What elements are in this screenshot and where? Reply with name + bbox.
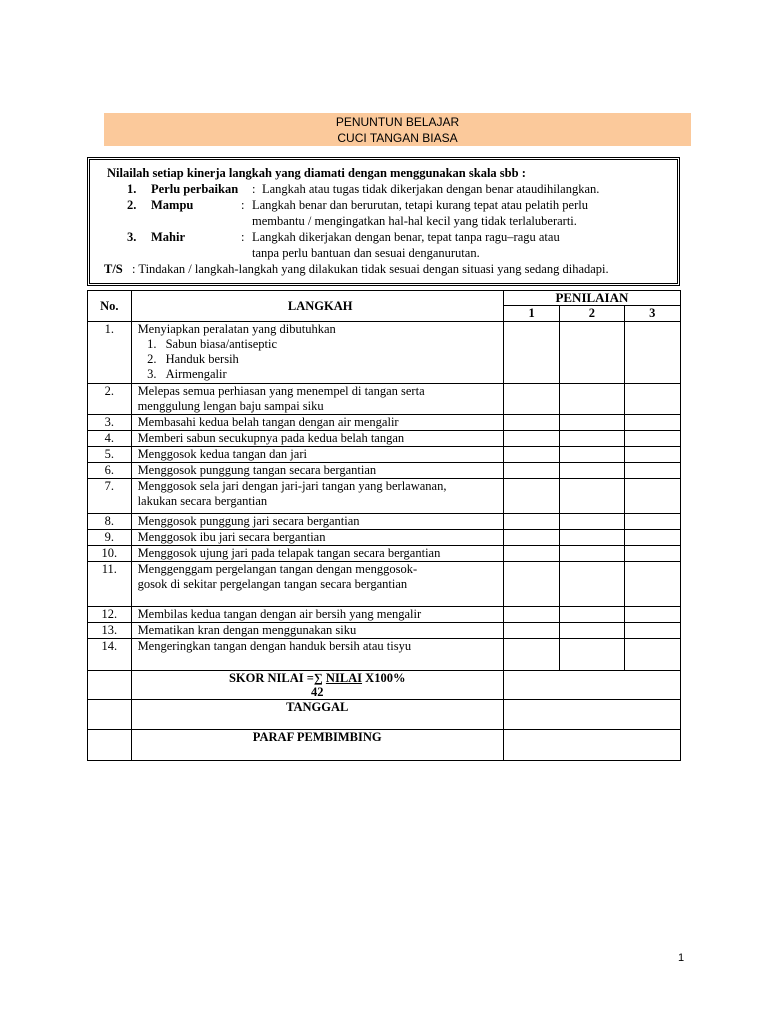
empty-cell	[88, 700, 132, 730]
scale-item-2-sep: :	[241, 198, 245, 212]
table-row	[88, 415, 681, 431]
score-col-2: 2	[560, 306, 624, 322]
score-cell[interactable]	[560, 431, 624, 447]
row-step: Menggosok kedua tangan dan jari	[131, 447, 503, 463]
score-cell[interactable]	[503, 530, 559, 546]
score-cell[interactable]	[503, 463, 559, 479]
row-step: Membasahi kedua belah tangan dengan air mengalir	[131, 415, 503, 431]
score-col-1: 1	[503, 306, 559, 322]
row-number: 2.	[88, 384, 132, 415]
score-cell[interactable]	[560, 415, 624, 431]
scale-item-1-sep: :	[252, 182, 256, 196]
tanggal-label: TANGGAL	[131, 700, 503, 730]
score-cell[interactable]	[624, 447, 680, 463]
score-cell[interactable]	[503, 639, 559, 671]
score-cell[interactable]	[624, 562, 680, 607]
score-cell[interactable]	[624, 463, 680, 479]
document-title	[104, 113, 691, 146]
scale-item-2-desc-2: membantu / mengingatkan hal-hal kecil yang tidak terlaluberarti.	[252, 214, 577, 228]
score-cell[interactable]	[560, 639, 624, 671]
table-row	[88, 431, 681, 447]
row-number: 6.	[88, 463, 132, 479]
step-text-2: gosok di sekitar pergelangan tangan secara bergantian	[137, 577, 408, 591]
row-step: Memberi sabun secukupnya pada kedua belah tangan	[131, 431, 503, 447]
score-cell[interactable]	[624, 431, 680, 447]
table-row	[88, 463, 681, 479]
row-step	[131, 384, 503, 415]
row-step	[131, 479, 503, 514]
table-header-row	[88, 291, 681, 306]
empty-cell	[88, 671, 132, 700]
score-cell[interactable]	[503, 623, 559, 639]
page-number: 1	[678, 952, 685, 964]
table-row	[88, 546, 681, 562]
score-cell[interactable]	[624, 322, 680, 384]
scale-legend	[87, 157, 680, 286]
row-number: 11.	[88, 562, 132, 607]
col-score-header: PENILAIAN	[503, 291, 680, 306]
score-cell[interactable]	[503, 431, 559, 447]
score-cell[interactable]	[624, 384, 680, 415]
table-row	[88, 447, 681, 463]
score-cell[interactable]	[560, 623, 624, 639]
table-row	[88, 322, 681, 384]
row-number: 7.	[88, 479, 132, 514]
col-no-header: No.	[88, 291, 132, 322]
score-cell[interactable]	[624, 415, 680, 431]
table-row	[88, 607, 681, 623]
scale-item-3-desc-1: Langkah dikerjakan dengan benar, tepat tanpa ragu–ragu atau	[252, 230, 560, 244]
table-row	[88, 530, 681, 546]
scale-item-3-desc-2: tanpa perlu bantuan dan sesuai denganurutan.	[252, 246, 480, 260]
list-item: 2. Handuk bersih	[160, 352, 503, 367]
score-cell[interactable]	[503, 415, 559, 431]
table-row	[88, 639, 681, 671]
score-cell[interactable]	[560, 530, 624, 546]
scale-ts-term: T/S	[104, 262, 123, 276]
row-number: 14.	[88, 639, 132, 671]
score-cell[interactable]	[560, 322, 624, 384]
assessment-table	[87, 290, 681, 761]
scale-item-2-num: 2.	[127, 198, 137, 212]
scale-ts-desc: : Tindakan / langkah-langkah yang dilakukan tidak sesuai dengan situasi yang sedang dihadapi.	[132, 262, 609, 276]
scale-item-1-num: 1.	[127, 182, 137, 196]
formula-prefix: SKOR NILAI =∑	[228, 671, 326, 685]
row-step: Membilas kedua tangan dengan air bersih yang mengalir	[131, 607, 503, 623]
score-cell[interactable]	[560, 607, 624, 623]
row-number: 12.	[88, 607, 132, 623]
score-cell[interactable]	[624, 479, 680, 514]
score-cell[interactable]	[503, 384, 559, 415]
scale-item-1-desc: Langkah atau tugas tidak dikerjakan dengan benar ataudihilangkan.	[262, 182, 600, 196]
scale-item-1-term: Perlu perbaikan	[151, 182, 239, 196]
row-number: 1.	[88, 322, 132, 384]
score-cell[interactable]	[560, 463, 624, 479]
table-row	[88, 623, 681, 639]
row-step: Mengeringkan tangan dengan handuk bersih atau tisyu	[131, 639, 503, 671]
score-cell[interactable]	[503, 322, 559, 384]
tanggal-row	[88, 700, 681, 730]
score-cell[interactable]	[624, 546, 680, 562]
row-step: Menggosok punggung jari secara bergantian	[131, 514, 503, 530]
list-item: 3. Airmengalir	[160, 367, 503, 382]
col-step-header: LANGKAH	[131, 291, 503, 322]
step-text: Menyiapkan peralatan yang dibutuhkan	[137, 322, 336, 336]
step-text: Melepas semua perhiasan yang menempel di tangan serta	[137, 384, 425, 398]
row-number: 13.	[88, 623, 132, 639]
table-row	[88, 384, 681, 415]
step-text-2: lakukan secara bergantian	[137, 494, 268, 508]
score-cell[interactable]	[560, 546, 624, 562]
score-cell[interactable]	[503, 546, 559, 562]
scale-item-2-term: Mampu	[151, 198, 194, 212]
score-cell[interactable]	[503, 479, 559, 514]
table-row	[88, 514, 681, 530]
row-step: Mematikan kran dengan menggunakan siku	[131, 623, 503, 639]
score-cell[interactable]	[624, 530, 680, 546]
row-step	[131, 562, 503, 607]
scale-item-3-num: 3.	[127, 230, 137, 244]
scale-title: Nilailah setiap kinerja langkah yang diamati dengan menggunakan skala sbb :	[107, 166, 526, 180]
score-cell[interactable]	[560, 562, 624, 607]
row-number: 4.	[88, 431, 132, 447]
score-result-cell[interactable]	[503, 671, 680, 700]
score-col-3: 3	[624, 306, 680, 322]
paraf-label: PARAF PEMBIMBING	[131, 730, 503, 761]
step-sublist	[138, 337, 503, 382]
row-number: 9.	[88, 530, 132, 546]
scale-item-3-sep: :	[241, 230, 245, 244]
row-step: Menggosok ibu jari secara bergantian	[131, 530, 503, 546]
row-number: 10.	[88, 546, 132, 562]
score-cell[interactable]	[503, 447, 559, 463]
score-cell[interactable]	[624, 514, 680, 530]
score-cell[interactable]	[560, 479, 624, 514]
paraf-value-cell[interactable]	[503, 730, 680, 761]
step-text: Menggosok sela jari dengan jari-jari tangan yang berlawanan,	[137, 479, 447, 493]
row-step	[131, 322, 503, 384]
list-item: 1. Sabun biasa/antiseptic	[160, 337, 503, 352]
scale-item-2-desc-1: Langkah benar dan berurutan, tetapi kurang tepat atau pelatih perlu	[252, 198, 588, 212]
score-formula	[131, 671, 503, 700]
score-cell[interactable]	[560, 447, 624, 463]
row-number: 8.	[88, 514, 132, 530]
row-step: Menggosok ujung jari pada telapak tangan secara bergantian	[131, 546, 503, 562]
score-cell[interactable]	[624, 607, 680, 623]
score-cell[interactable]	[624, 639, 680, 671]
row-number: 3.	[88, 415, 132, 431]
table-row	[88, 479, 681, 514]
score-cell[interactable]	[503, 607, 559, 623]
score-formula-row	[88, 671, 681, 700]
scale-item-3-term: Mahir	[151, 230, 186, 244]
tanggal-value-cell[interactable]	[503, 700, 680, 730]
empty-cell	[88, 730, 132, 761]
step-text: Menggenggam pergelangan tangan dengan menggosok-	[137, 562, 418, 576]
table-row	[88, 562, 681, 607]
score-cell[interactable]	[503, 514, 559, 530]
formula-denominator: 42	[310, 685, 324, 699]
score-cell[interactable]	[560, 384, 624, 415]
step-text-2: menggulung lengan baju sampai siku	[137, 399, 324, 413]
paraf-row	[88, 730, 681, 761]
score-cell[interactable]	[624, 623, 680, 639]
formula-numerator: NILAI	[325, 671, 363, 685]
title-line-2: CUCI TANGAN BIASA	[337, 131, 458, 145]
row-number: 5.	[88, 447, 132, 463]
title-line-1: PENUNTUN BELAJAR	[335, 115, 460, 129]
row-step: Menggosok punggung tangan secara bergantian	[131, 463, 503, 479]
formula-suffix: X100%	[362, 671, 406, 685]
score-cell[interactable]	[503, 562, 559, 607]
score-cell[interactable]	[560, 514, 624, 530]
